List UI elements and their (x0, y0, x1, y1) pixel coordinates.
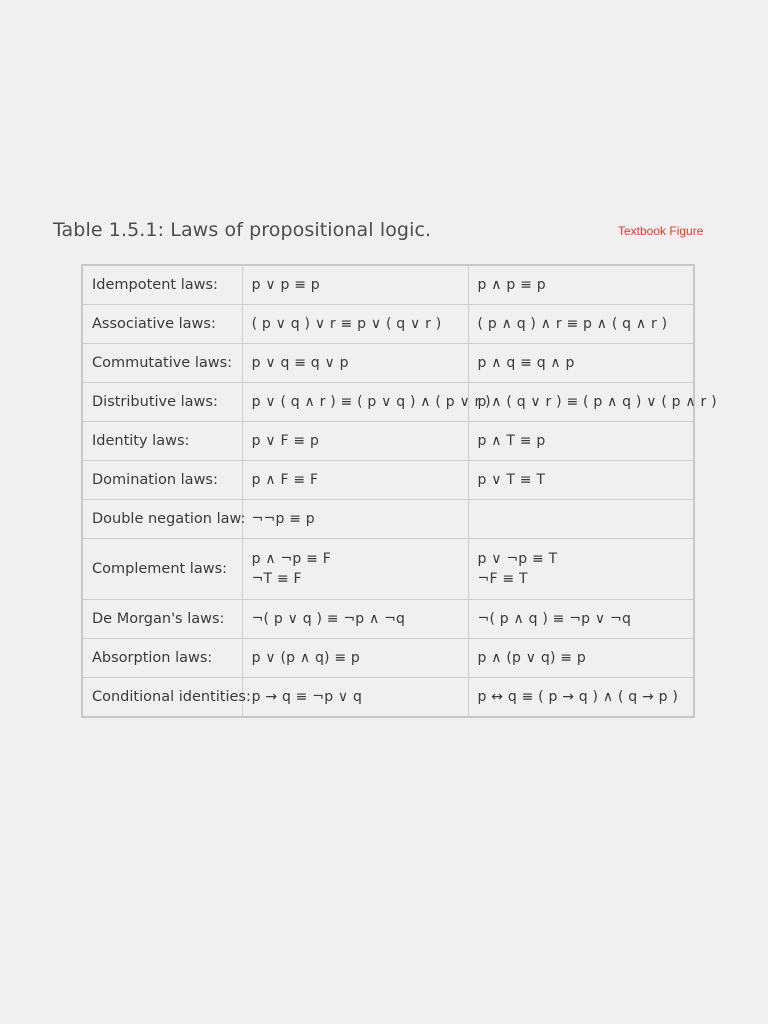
law-formula-cell-right (468, 344, 694, 383)
table-row (82, 344, 694, 383)
law-formula-cell-right (468, 383, 717, 422)
law-formula-cell-right (468, 305, 694, 344)
law-formula-cell-right (468, 678, 694, 718)
formula-text: p ∧ F ≡ F (251, 472, 319, 488)
formula-text: ¬F ≡ T (477, 571, 528, 587)
law-formula-cell-left (242, 422, 468, 461)
laws-table (81, 264, 717, 718)
table-row (82, 678, 694, 718)
table-row (82, 639, 694, 678)
law-formula-cell-left (242, 639, 468, 678)
figure-tag: Textbook Figure (618, 224, 704, 238)
formula-text: p → q ≡ ¬p ∨ q (251, 689, 363, 705)
law-formula-cell-left (242, 500, 468, 539)
law-formula-cell-left (242, 539, 468, 600)
formula-text: ¬T ≡ F (251, 571, 302, 587)
formula-text: ( p ∨ q ) ∨ r ≡ p ∨ ( q ∨ r ) (251, 316, 442, 332)
law-name-cell: Distributive laws: (82, 383, 242, 422)
formula-text: p ∨ T ≡ T (477, 472, 546, 488)
formula-text: p ∧ ( q ∨ r ) ≡ ( p ∧ q ) ∨ ( p ∧ r ) (477, 394, 717, 410)
formula-text: p ∨ q ≡ q ∨ p (251, 355, 349, 371)
law-name-cell: Identity laws: (82, 422, 242, 461)
law-name-cell: Idempotent laws: (82, 265, 242, 305)
law-name-cell: Associative laws: (82, 305, 242, 344)
law-name-cell: Double negation law: (82, 500, 242, 539)
table-row (82, 500, 694, 539)
law-formula-cell-left (242, 305, 468, 344)
law-name-cell: Complement laws: (82, 539, 242, 600)
table-row (82, 422, 694, 461)
laws-table-body (82, 265, 717, 717)
table-row (82, 265, 694, 305)
law-formula-cell-right (468, 600, 694, 639)
law-formula-cell-left (242, 265, 468, 305)
law-formula-cell-right (468, 539, 694, 600)
formula-text: ¬¬p ≡ p (251, 511, 315, 527)
law-formula-cell-left (242, 344, 468, 383)
formula-text: p ∧ ¬p ≡ F (251, 551, 331, 567)
law-formula-cell-right (468, 639, 694, 678)
formula-text: p ∧ q ≡ q ∧ p (477, 355, 575, 371)
law-formula-cell-right (468, 265, 694, 305)
table-row (82, 305, 694, 344)
formula-text: p ∨ F ≡ p (251, 433, 320, 449)
formula-text: ( p ∧ q ) ∧ r ≡ p ∧ ( q ∧ r ) (477, 316, 668, 332)
formula-text: ¬( p ∨ q ) ≡ ¬p ∧ ¬q (251, 611, 406, 627)
formula-text: p ↔ q ≡ ( p → q ) ∧ ( q → p ) (477, 689, 678, 705)
law-formula-cell-right (468, 422, 694, 461)
formula-text: p ∧ T ≡ p (477, 433, 546, 449)
formula-text: p ∨ ( q ∧ r ) ≡ ( p ∨ q ) ∧ ( p ∨ r ) (251, 394, 491, 410)
table-row (82, 539, 694, 600)
formula-text: p ∧ p ≡ p (477, 277, 546, 293)
table-title: Table 1.5.1: Laws of propositional logic. (53, 219, 432, 241)
law-formula-cell-left (242, 600, 468, 639)
law-name-cell: Commutative laws: (82, 344, 242, 383)
formula-text: p ∨ (p ∧ q) ≡ p (251, 650, 361, 666)
formula-text: p ∧ (p ∨ q) ≡ p (477, 650, 586, 666)
table-row (82, 461, 694, 500)
formula-text: p ∨ ¬p ≡ T (477, 551, 558, 567)
table-row (82, 383, 694, 422)
law-formula-cell-right (468, 461, 694, 500)
table-row (82, 600, 694, 639)
formula-text: p ∨ p ≡ p (251, 277, 320, 293)
law-formula-cell-right (468, 500, 694, 539)
law-formula-cell-left (242, 461, 468, 500)
law-name-cell: De Morgan's laws: (82, 600, 242, 639)
formula-text: ¬( p ∧ q ) ≡ ¬p ∨ ¬q (477, 611, 632, 627)
law-name-cell: Absorption laws: (82, 639, 242, 678)
law-name-cell: Domination laws: (82, 461, 242, 500)
law-formula-cell-left (242, 678, 468, 718)
law-name-cell: Conditional identities: (82, 678, 242, 718)
law-formula-cell-left (242, 383, 491, 422)
